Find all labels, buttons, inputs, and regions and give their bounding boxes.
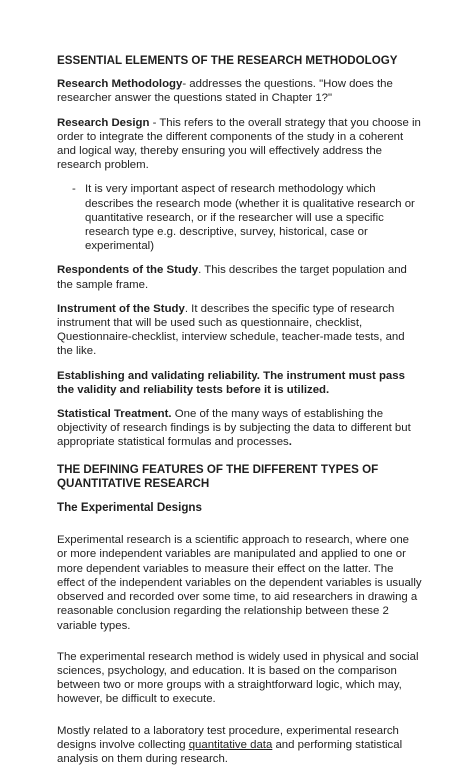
reliability-paragraph <box>57 369 422 397</box>
bullet-marker: - <box>72 183 76 196</box>
instrument-text: . It describes the specific type of research instrument that will be used such as questionnaire, checklist, Questionnaire-checklist, interview schedule, teacher-made tests, and the like. <box>57 302 405 358</box>
reliability-term: Establishing and validating reliability. <box>57 369 260 382</box>
instrument-term: Instrument of the Study <box>57 302 185 315</box>
statistical-term: Statistical Treatment. <box>57 408 172 421</box>
bullet-text: It is very important aspect of research methodology which describes the research mode (whether it is qualitative research or quantitative research, or if the researcher will use a specific research type e.g. descriptive, survey, historical, case or experimental) <box>85 183 415 253</box>
experimental-paragraph-1: Experimental research is a scientific approach to research, where one or more independent variables are manipulated and applied to one or more dependent variables to measure their effect on the latter. The effect of the independent variables on the dependent variables is usually observed and recorded over some time, to aid researchers in drawing a reasonable conclusion regarding the relationship between these 2 variable types. <box>57 534 422 632</box>
research-design-paragraph <box>57 116 422 173</box>
bullet-item <box>57 182 422 253</box>
section-heading: THE DEFINING FEATURES OF THE DIFFERENT TYPES OF QUANTITATIVE RESEARCH <box>57 462 379 490</box>
research-methodology-text: - addresses the questions. "How does the researcher answer the questions stated in Chapter 1?" <box>57 78 393 105</box>
paragraph-3-after: and performing statistical analysis on them during research. <box>57 738 403 765</box>
research-design-text: - This refers to the overall strategy that you choose in order to integrate the different components of the study in a coherent and logical way, thereby ensuring you will effectively address the research problem. <box>57 116 421 172</box>
sub-heading: The Experimental Designs <box>57 501 202 515</box>
respondents-paragraph <box>57 263 422 291</box>
respondents-term: Respondents of the Study <box>57 264 199 277</box>
research-design-term: Research Design <box>57 116 150 129</box>
statistical-end: . <box>288 436 292 449</box>
research-methodology-paragraph <box>57 77 422 105</box>
respondents-text: . This describes the target population and the sample frame. <box>57 264 407 291</box>
experimental-paragraph-3 <box>57 724 422 766</box>
statistical-paragraph <box>57 407 422 450</box>
quantitative-data-link[interactable]: quantitative data <box>188 738 273 751</box>
paragraph-3-before: Mostly related to a laboratory test procedure, experimental research designs involve collecting <box>57 724 399 751</box>
document-title: ESSENTIAL ELEMENTS OF THE RESEARCH METHODOLOGY <box>57 54 398 67</box>
instrument-paragraph <box>57 302 422 359</box>
statistical-text: One of the many ways of establishing the objectivity of research findings is by subjecting the data to different but appropriate statistical formulas and processes <box>57 408 411 449</box>
research-methodology-term: Research Methodology <box>57 78 183 91</box>
experimental-paragraph-2: The experimental research method is widely used in physical and social sciences, psychology, and education. It is based on the comparison between two or more groups with a straightforward logic, which may, however, be difficult to execute. <box>57 650 419 706</box>
reliability-text: The instrument must pass the validity and reliability tests before it is utilized. <box>57 369 405 396</box>
